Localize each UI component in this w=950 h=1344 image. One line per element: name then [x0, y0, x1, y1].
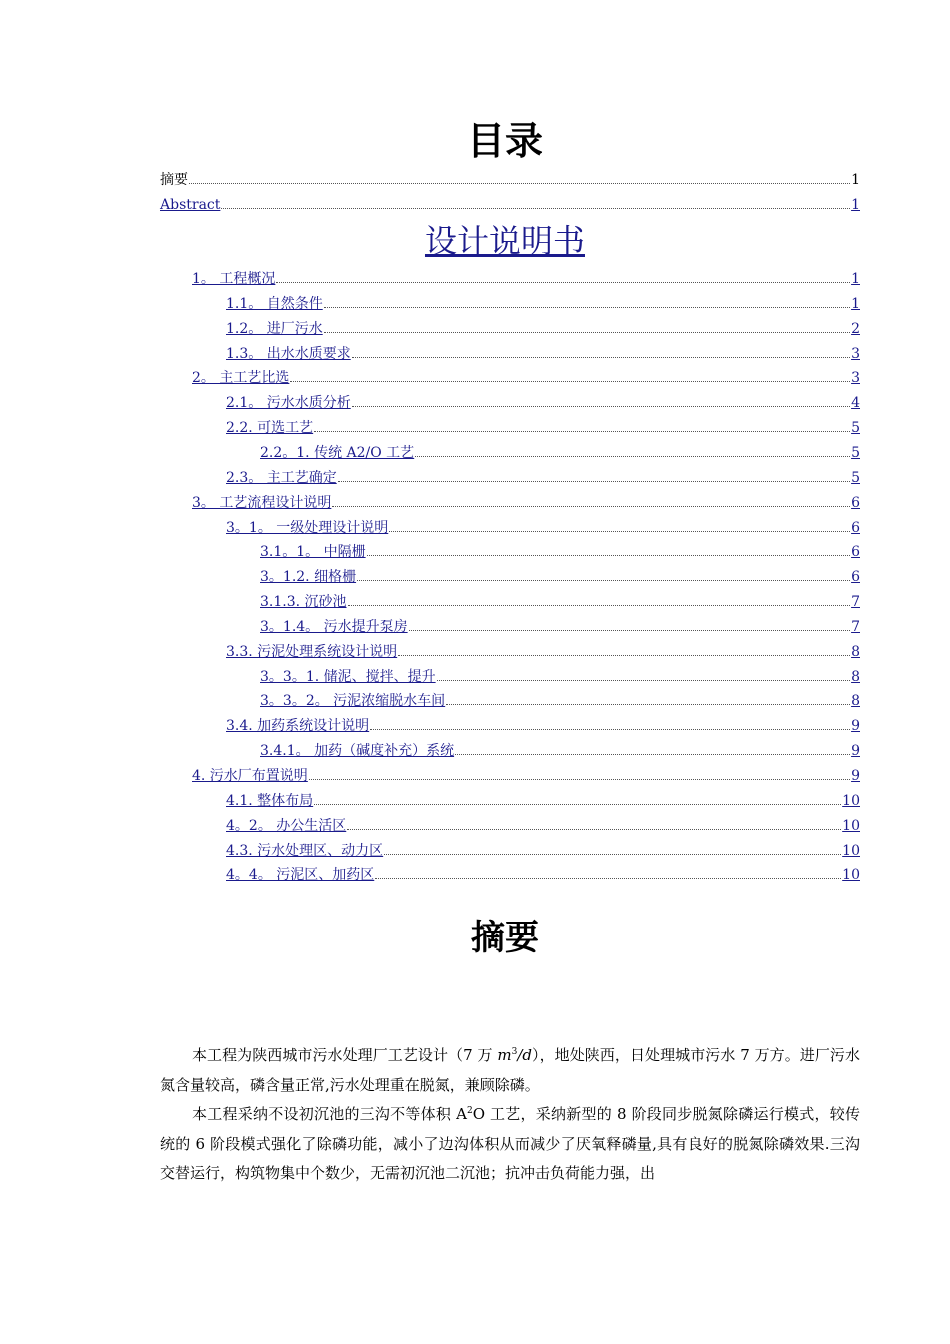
toc-entry[interactable] [260, 440, 860, 462]
toc-leader-dots [338, 465, 850, 482]
toc-entry-page: 5 [851, 469, 860, 486]
toc-leader-dots [455, 738, 850, 755]
toc-entry-page: 2 [851, 320, 860, 337]
toc-entry-label: 4. 污水厂布置说明 [192, 768, 308, 784]
toc-entry-page: 10 [842, 867, 860, 884]
toc-entry-page: 10 [842, 842, 860, 859]
abstract-p1-unit-d: /d [517, 1046, 532, 1064]
design-title-link[interactable]: 设计说明书 [424, 222, 585, 260]
toc-entry-page: 6 [851, 519, 860, 536]
toc-entry[interactable] [226, 390, 860, 412]
toc-entry-label: 3.4.1。 加药（碱度补充）系统 [260, 743, 455, 760]
toc-entry-label: 3。1。 一级处理设计说明 [226, 519, 389, 536]
toc-leader-dots [221, 192, 850, 209]
toc-leader-dots [309, 763, 850, 780]
toc-entry[interactable] [226, 291, 860, 313]
toc-entry-page: 7 [851, 594, 860, 611]
toc-entry-label: 3。3。2。 污泥浓缩脱水车间 [260, 693, 446, 710]
toc-entry-label: 4.3. 污水处理区、动力区 [226, 842, 384, 859]
abstract-title: 摘要 [471, 918, 539, 958]
toc-entry-page: 3 [851, 370, 860, 387]
toc-entry-label: 摘要 [160, 172, 188, 188]
toc-entry[interactable] [260, 589, 860, 611]
toc-leader-dots [384, 838, 841, 855]
toc-leader-dots [314, 415, 850, 432]
toc-entry-label: 2.1。 污水水质分析 [226, 395, 351, 412]
toc-entry-label: 3。 工艺流程设计说明 [192, 494, 332, 511]
toc-entry-label: 3。1.2. 细格栅 [260, 569, 357, 586]
toc-entry[interactable] [226, 639, 860, 661]
toc-leader-dots [352, 390, 850, 407]
toc-entry-label: 4。2。 办公生活区 [226, 817, 347, 834]
toc-entry-page: 7 [851, 618, 860, 635]
toc-entry-page: 6 [851, 494, 860, 511]
toc-entry-page: 5 [851, 444, 860, 461]
toc-entry[interactable] [226, 341, 860, 363]
toc-leader-dots [367, 539, 850, 556]
abstract-p2-exp: 2 [467, 1106, 473, 1116]
toc-title: 目录 [466, 119, 543, 163]
toc-entry[interactable] [160, 192, 860, 214]
toc-leader-dots [276, 266, 850, 283]
toc-leader-dots [332, 490, 850, 507]
toc-entry[interactable] [160, 167, 860, 189]
toc-leader-dots [389, 515, 850, 532]
toc-leader-dots [409, 614, 850, 631]
toc-entry-label: 2.3。 主工艺确定 [226, 469, 337, 486]
toc-entry-page: 4 [851, 395, 860, 412]
toc-entry[interactable] [192, 763, 860, 785]
toc-leader-dots [348, 589, 851, 606]
toc-entry-page: 10 [842, 792, 860, 809]
toc-leader-dots [357, 564, 850, 581]
toc-entry[interactable] [260, 614, 860, 636]
toc-entry-page: 8 [851, 693, 860, 710]
toc-leader-dots [415, 440, 850, 457]
toc-leader-dots [446, 688, 850, 705]
abstract-p2-text-a: 本工程采纳不设初沉池的三沟不等体积 A [192, 1105, 467, 1123]
toc-leader-dots [352, 341, 850, 358]
toc-entry-page: 10 [842, 817, 860, 834]
toc-entry-page: 6 [851, 544, 860, 561]
toc-entry-label: 2。 主工艺比选 [192, 370, 290, 387]
toc-entry-label: 3。1.4。 污水提升泵房 [260, 618, 408, 635]
toc-entry-label: 2.2. 可选工艺 [226, 420, 314, 437]
toc-entry[interactable] [260, 539, 860, 561]
toc-entry[interactable] [226, 515, 860, 537]
toc-entry[interactable] [226, 813, 860, 835]
toc-entry[interactable] [260, 664, 860, 686]
toc-leader-dots [398, 639, 850, 656]
toc-entry-label: 3.4. 加药系统设计说明 [226, 718, 370, 735]
toc-entry-label: 4。4。 污泥区、加药区 [226, 867, 375, 884]
toc-entry-page: 8 [851, 668, 860, 685]
abstract-p2-text-b: O 工艺，采纳新型的 8 阶段同步脱氮除磷运行模式，较传统的 6 阶段模式强化了除磷功能，减小了边沟体积从而减少了厌氧释磷量,具有良好的脱氮除磷效果.三沟交替运行，构筑物集中个数少，无需初沉池二沉池；抗冲击负荷能力强，出 [160, 1105, 860, 1182]
toc-entry-label: 3.1.3. 沉砂池 [260, 594, 347, 611]
toc-entry[interactable] [226, 862, 860, 884]
toc-entry-page: 9 [851, 718, 860, 735]
toc-leader-dots [324, 316, 850, 333]
abstract-p1-unit-m: m [497, 1046, 512, 1064]
toc-entry-label: Abstract [160, 197, 221, 213]
toc-entry[interactable] [226, 713, 860, 735]
toc-leader-dots [314, 788, 841, 805]
toc-entry[interactable] [192, 490, 860, 512]
toc-leader-dots [370, 713, 850, 730]
toc-leader-dots [437, 664, 850, 681]
toc-entry-page: 1 [851, 295, 860, 312]
toc-entry-page: 9 [851, 743, 860, 760]
toc-leader-dots [189, 167, 850, 184]
toc-entry-page: 1 [851, 172, 860, 188]
toc-entry[interactable] [226, 838, 860, 860]
toc-entry[interactable] [226, 415, 860, 437]
toc-entry[interactable] [260, 688, 860, 710]
toc-entry-label: 1.1。 自然条件 [226, 295, 323, 312]
toc-entry-label: 4.1. 整体布局 [226, 792, 314, 809]
toc-entry[interactable] [260, 738, 860, 760]
toc-entry[interactable] [192, 365, 860, 387]
toc-leader-dots [324, 291, 850, 308]
toc-entry-label: 2.2。1. 传统 A2/O 工艺 [260, 444, 415, 461]
toc-entry-page: 5 [851, 420, 860, 437]
toc-leader-dots [347, 813, 841, 830]
toc-entry[interactable] [226, 465, 860, 487]
toc-entry[interactable] [192, 266, 860, 288]
toc-leader-dots [375, 862, 841, 879]
toc-entry-page: 1 [851, 197, 860, 213]
abstract-paragraph-2 [160, 1097, 860, 1189]
toc-entry-page: 8 [851, 643, 860, 660]
toc-entry[interactable] [226, 788, 860, 810]
toc-entry-label: 3.3. 污泥处理系统设计说明 [226, 643, 398, 660]
toc-entry[interactable] [260, 564, 860, 586]
toc-entry-page: 9 [851, 768, 860, 784]
abstract-p1-text-a: 本工程为陕西城市污水处理厂工艺设计（7 万 [192, 1046, 498, 1064]
abstract-paragraph-1 [160, 1038, 860, 1100]
toc-entry-label: 1.2。 进厂污水 [226, 320, 323, 337]
toc-entry-page: 3 [851, 345, 860, 362]
toc-entry[interactable] [226, 316, 860, 338]
toc-entry-page: 6 [851, 569, 860, 586]
toc-entry-label: 3.1。1。 中隔栅 [260, 544, 366, 561]
abstract-p1-unit-exp: 3 [511, 1047, 518, 1057]
abstract-p1-text-b: ），地处陕西，日处理城市污水 7 万方。进厂污水氮含量较高，磷含量正常,污水处理重在脱氮，兼顾除磷。 [160, 1046, 860, 1094]
toc-entry-page: 1 [851, 271, 860, 287]
toc-entry-label: 1.3。 出水水质要求 [226, 345, 351, 362]
toc-leader-dots [290, 365, 850, 382]
toc-entry-label: 3。3。1. 储泥、搅拌、提升 [260, 668, 436, 685]
toc-entry-label: 1。 工程概况 [192, 271, 276, 287]
